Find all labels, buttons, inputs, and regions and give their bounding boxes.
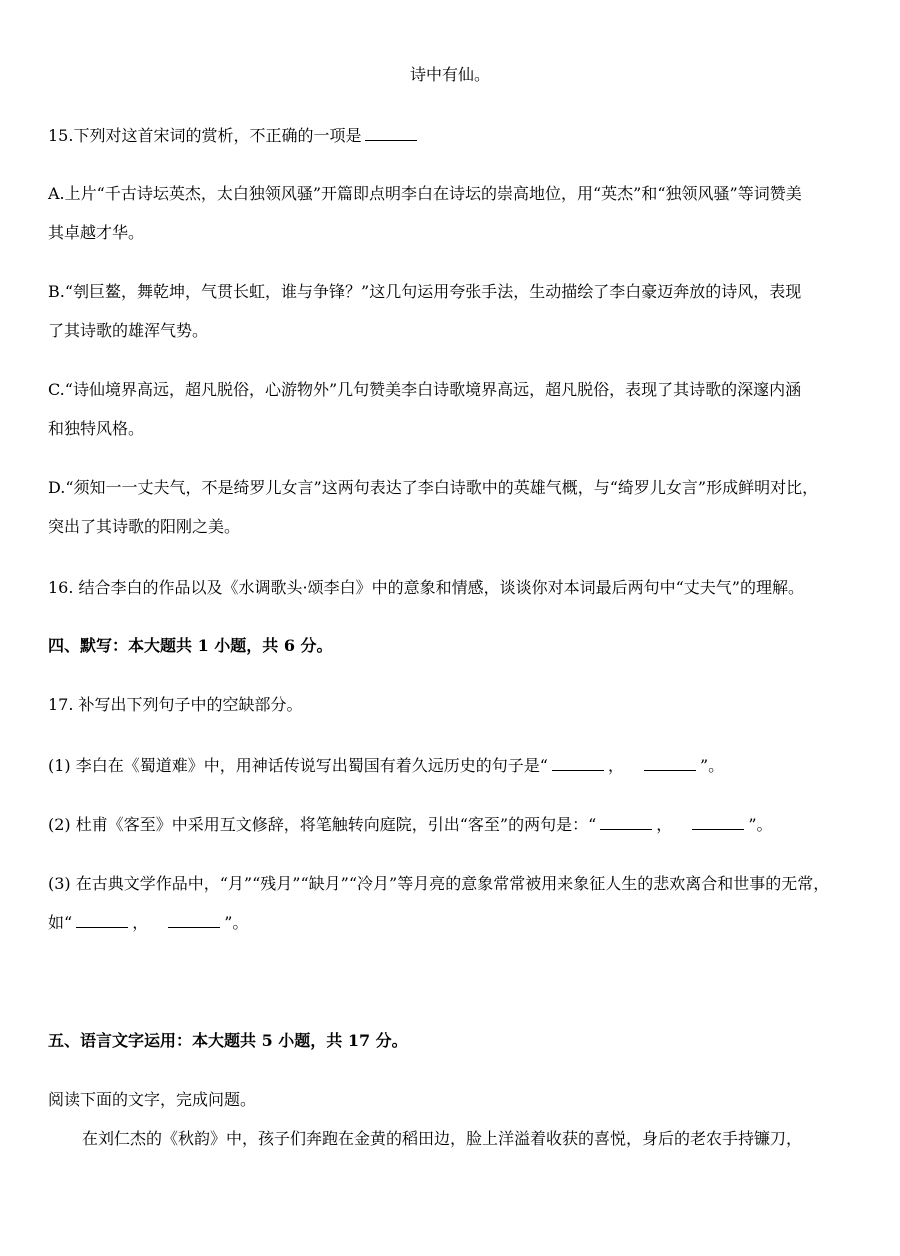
q17-item3-text: 如“ bbox=[48, 913, 73, 932]
q16-stem: 16. 结合李白的作品以及《水调歌头·颂李白》中的意象和情感，谈谈你对本词最后两句中“丈夫气”的理解。 bbox=[48, 578, 804, 597]
q17-item2-blank2[interactable] bbox=[692, 815, 744, 830]
reading-instruction: 阅读下面的文字，完成问题。 bbox=[48, 1090, 257, 1109]
q17-item1-blank1[interactable] bbox=[552, 756, 604, 771]
q15-option-c-line2: 和独特风格。 bbox=[48, 419, 145, 438]
q17-item3-blank1[interactable] bbox=[76, 913, 128, 928]
q15-option-d-line1: D.“须知一一丈夫气，不是绮罗儿女言”这两句表达了李白诗歌中的英雄气概，与“绮罗儿女言”形成鲜明对比， bbox=[48, 478, 819, 497]
q17-item2-separator: ， bbox=[656, 815, 673, 834]
q17-item2-end: ”。 bbox=[748, 815, 773, 834]
q17-item1-blank2[interactable] bbox=[644, 756, 696, 771]
q17-item2-text: (2) 杜甫《客至》中采用互文修辞，将笔触转向庭院，引出“客至”的两句是：“ bbox=[48, 815, 597, 834]
q17-item1 bbox=[48, 755, 868, 777]
header-tail: 诗中有仙。 bbox=[409, 65, 490, 84]
q15-stem bbox=[48, 125, 868, 147]
q15-option-b-line1: B.“刳巨鳌，舞乾坤，气贯长虹，谁与争锋？”这几句运用夸张手法，生动描绘了李白豪迈奔放的诗风，表现 bbox=[48, 282, 802, 301]
q17-item3-separator: ， bbox=[132, 913, 149, 932]
q15-option-a-line2: 其卓越才华。 bbox=[48, 223, 145, 242]
section5-heading: 五、语言文字运用：本大题共 5 小题，共 17 分。 bbox=[48, 1031, 408, 1050]
q17-item3-line1: (3) 在古典文学作品中，“月”“残月”“缺月”“冷月”等月亮的意象常常被用来象征人生的悲欢离合和世事的无常， bbox=[48, 874, 830, 893]
q17-item3-end: ”。 bbox=[224, 913, 249, 932]
q15-option-c-line1: C.“诗仙境界高远，超凡脱俗，心游物外”几句赞美李白诗歌境界高远，超凡脱俗，表现了其诗歌的深邃内涵 bbox=[48, 380, 802, 399]
q17-item3-line2 bbox=[48, 912, 868, 934]
q17-item1-end: ”。 bbox=[699, 756, 725, 775]
q17-item1-text: (1) 李白在《蜀道难》中，用神话传说写出蜀国有着久远历史的句子是“ bbox=[48, 756, 548, 775]
q17-stem: 17. 补写出下列句子中的空缺部分。 bbox=[48, 695, 303, 714]
q17-item2-blank1[interactable] bbox=[600, 815, 652, 830]
section4-heading: 四、默写：本大题共 1 小题，共 6 分。 bbox=[48, 636, 333, 655]
q15-option-a-line1: A.上片“千古诗坛英杰，太白独领风骚”开篇即点明李白在诗坛的崇高地位，用“英杰”和“独领风骚”等词赞美 bbox=[48, 184, 802, 203]
q15-stem-text: 15.下列对这首宋词的赏析，不正确的一项是 bbox=[48, 126, 362, 145]
q17-item2 bbox=[48, 814, 868, 836]
q15-answer-blank[interactable] bbox=[365, 126, 417, 141]
q15-option-b-line2: 了其诗歌的雄浑气势。 bbox=[48, 321, 209, 340]
q17-item1-separator: ， bbox=[607, 756, 624, 775]
passage-line1: 在刘仁杰的《秋韵》中，孩子们奔跑在金黄的稻田边，脸上洋溢着收获的喜悦，身后的老农手持镰刀， bbox=[82, 1129, 803, 1148]
q15-option-d-line2: 突出了其诗歌的阳刚之美。 bbox=[48, 517, 241, 536]
q17-item3-blank2[interactable] bbox=[168, 913, 220, 928]
